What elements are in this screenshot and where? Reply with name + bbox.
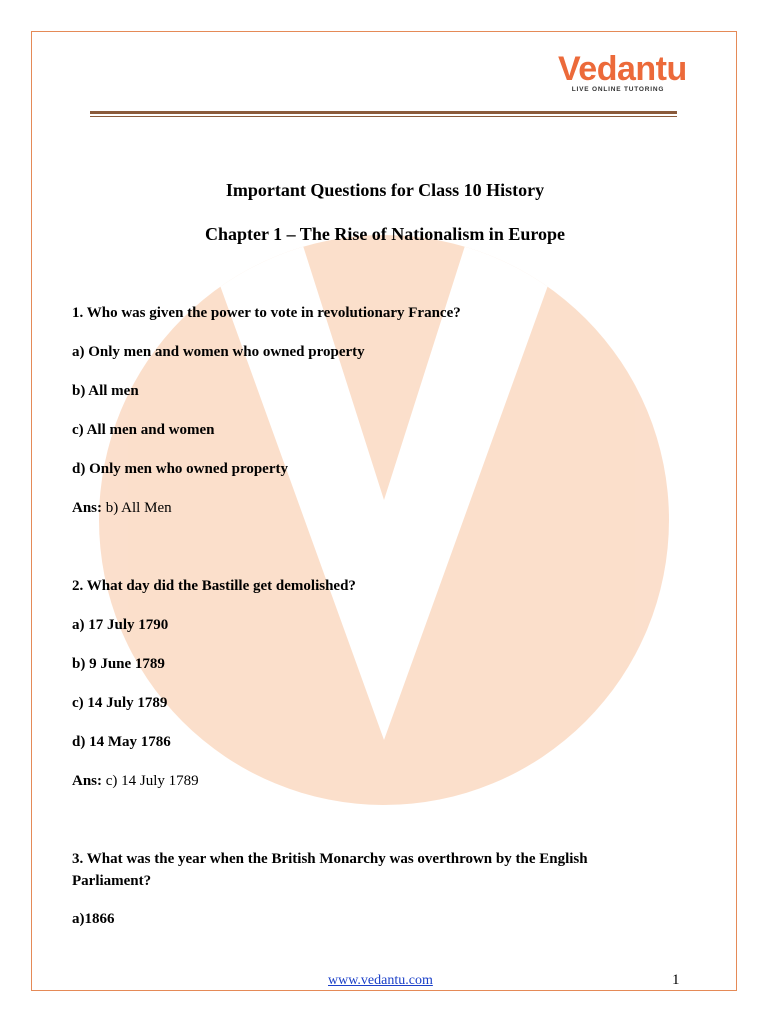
page-number: 1 <box>672 972 680 988</box>
q2-option-d: d) 14 May 1786 <box>72 734 171 750</box>
q3-option-a: a)1866 <box>72 911 115 927</box>
header-rule <box>90 111 677 114</box>
chapter-title: Chapter 1 – The Rise of Nationalism in Europe <box>204 224 566 244</box>
logo-tagline: LIVE ONLINE TUTORING <box>571 86 665 93</box>
vedantu-logo <box>558 50 687 93</box>
q1-option-c: c) All men and women <box>72 422 215 438</box>
q1-option-b: b) All men <box>72 383 139 399</box>
footer-website-link[interactable]: www.vedantu.com <box>328 973 433 988</box>
document-title: Important Questions for Class 10 History <box>225 180 545 200</box>
logo-word: Vedantu <box>558 50 687 88</box>
header-rule-thin <box>90 116 677 117</box>
q1-option-d: d) Only men who owned property <box>72 461 288 477</box>
answer-value: b) All Men <box>105 500 172 516</box>
answer-label: Ans: <box>72 773 103 789</box>
q2-option-b: b) 9 June 1789 <box>72 656 165 672</box>
q1-answer <box>72 500 172 517</box>
question-1: 1. Who was given the power to vote in revolutionary France? <box>72 305 461 321</box>
question-3-line-2: Parliament? <box>72 873 152 889</box>
question-2: 2. What day did the Bastille get demolished? <box>72 578 356 594</box>
q2-option-c: c) 14 July 1789 <box>72 695 168 711</box>
q1-option-a: a) Only men and women who owned property <box>72 344 365 360</box>
q2-option-a: a) 17 July 1790 <box>72 617 169 633</box>
answer-value: c) 14 July 1789 <box>105 773 199 789</box>
question-3-line-1: 3. What was the year when the British Monarchy was overthrown by the English <box>72 851 588 867</box>
answer-label: Ans: <box>72 500 103 516</box>
q2-answer <box>72 773 199 790</box>
